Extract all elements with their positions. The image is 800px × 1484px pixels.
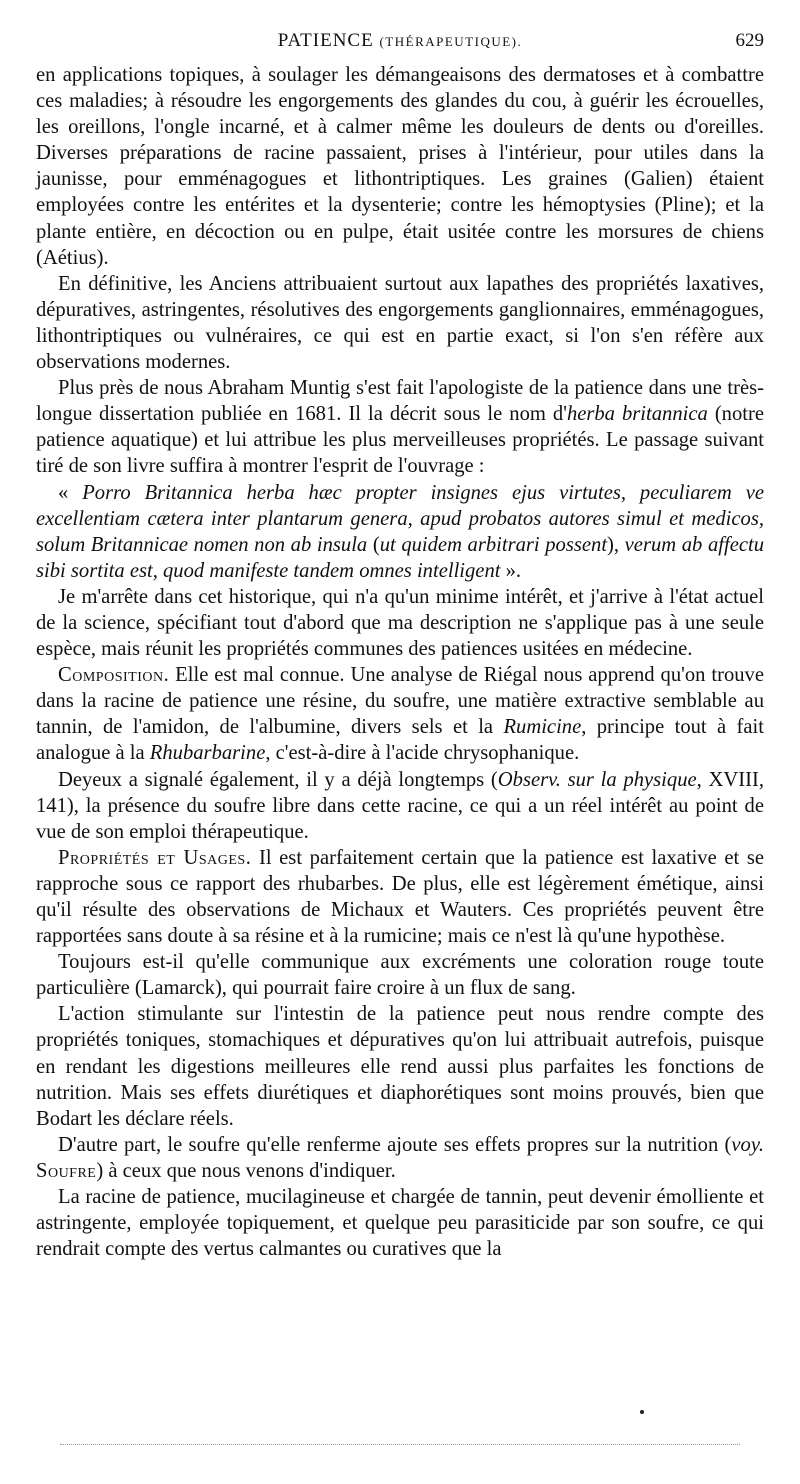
latin-quote-part: Porro Britannica herba hæc propter insignes ejus virtutes, peculiarem ve excellentiam cætera inter plantarum genera, apud probatos autores simul et medicos, solum Britannicae nomen non ab insula	[36, 481, 764, 556]
bottom-dotted-rule	[60, 1444, 740, 1445]
paragraph-proprietes	[36, 845, 764, 949]
quote-open: «	[58, 481, 83, 504]
italic-term: voy.	[731, 1133, 764, 1156]
text-run: ) à ceux que nous venons d'indiquer.	[96, 1159, 396, 1182]
text-run: Elle est mal connue. Une analyse de Riégal nous apprend qu'on trouve dans la racine de patience une résine, du soufre, une matière extractive semblable au tannin, de l'amidon, de l'albumine, divers sels et la	[36, 664, 764, 739]
section-heading-proprietes: Propriétés et Usages.	[58, 846, 252, 869]
italic-term: Rhubarbarine	[149, 742, 266, 765]
text-run: , XVIII, 141), la présence du soufre libre dans cette racine, ce qui a un réel intérêt au point de vue de son emploi thérapeutique.	[36, 768, 765, 843]
text-run: D'autre part, le soufre qu'elle renferme ajoute ses effets propres sur la nutrition (	[58, 1133, 732, 1156]
running-title-main: PATIENCE	[277, 30, 374, 51]
text-run: (notre patience aquatique) et lui attribue les plus merveilleuses propriétés. Le passage suivant tiré de son livre suffira à montrer l'esprit de l'ouvrage :	[36, 403, 764, 478]
paragraph-coloration: Toujours est-il qu'elle communique aux excréments une coloration rouge toute particulière (Lamarck), qui pourrait faire croire à un flux de sang.	[36, 951, 764, 1000]
paragraph-composition	[36, 662, 764, 766]
paragraph-deyeux	[36, 767, 764, 845]
text-run: Il est parfaitement certain que la patience est laxative et se rapproche sous ce rapport des rhubarbes. De plus, elle est légèrement émétique, ainsi qu'il résulte des observations de Michaux et Wauters. Ces propriétés peuvent être rapportées sans doute à sa résine et à la rumicine; mais ce n'est là qu'une hypothèse.	[36, 846, 764, 948]
text-run: (	[367, 533, 380, 556]
text-run: ),	[607, 533, 625, 556]
running-title	[36, 30, 764, 52]
latin-quote-part: ut quidem arbitrari possent	[379, 533, 608, 556]
italic-citation: Observ. sur la physique	[497, 768, 697, 791]
quote-close: ».	[500, 559, 522, 582]
italic-term: herba britannica	[566, 403, 708, 426]
cross-reference: Soufre	[36, 1159, 97, 1182]
latin-quote-part: verum ab affectu sibi sortita est, quod manifeste tandem omnes intelligent	[36, 533, 764, 582]
text-run: , principe tout à fait analogue à la	[36, 716, 765, 765]
running-head	[36, 30, 764, 56]
text-run: , c'est-à-dire à l'acide chrysophanique.	[265, 742, 580, 765]
text-run: Deyeux a signalé également, il y a déjà longtemps (	[58, 768, 498, 791]
paragraph-racine: La racine de patience, mucilagineuse et chargée de tannin, peut devenir émolliente et astringente, employée topiquement, et quelque peu parasiticide par son soufre, ce qui rendrait compte des vertus calmantes ou curatives que la	[36, 1186, 764, 1261]
paragraph-action: L'action stimulante sur l'intestin de la patience peut nous rendre compte des propriétés toniques, stomachiques et dépuratives qu'on lui attribuait autrefois, puisque en rendant les digestions meilleures elle rend aussi plus parfaites les fonctions de nutrition. Mais ses effets diurétiques et diaphorétiques sont moins prouvés, bien que Bodart les déclare réels.	[36, 1003, 764, 1130]
running-title-sub: (THÉRAPEUTIQUE).	[379, 34, 523, 49]
page-number: 629	[735, 30, 764, 51]
body-text	[36, 62, 764, 1262]
paragraph-historique: Je m'arrête dans cet historique, qui n'a qu'un minime intérêt, et j'arrive à l'état actuel de la science, spécifiant tout d'abord que ma description ne s'applique pas à une seule espèce, mais réunit les propriétés communes des patiences usitées en médecine.	[36, 585, 764, 661]
italic-term: Rumicine	[503, 716, 582, 739]
text-run: Plus près de nous Abraham Muntig s'est fait l'apologiste de la patience dans une très-longue dissertation publiée en 1681. Il la décrit sous le nom d'	[36, 377, 764, 426]
paragraph-muntig	[36, 375, 764, 479]
paragraph-anciens: En définitive, les Anciens attribuaient surtout aux lapathes des propriétés laxatives, dépuratives, astringentes, résolutives des engorgements ganglionnaires, emménagogues, lithontriptiques ou vulnéraires, ce qui est en partie exact, si l'on s'en réfère aux observations modernes.	[36, 272, 764, 374]
stray-dot	[640, 1410, 644, 1414]
paragraph-continued: en applications topiques, à soulager les démangeaisons des dermatoses et à combattre ces maladies; à résoudre les engorgements des glandes du cou, à guérir les écrouelles, les oreillons, l'ongle incarné, et à calmer même les douleurs de dents ou d'oreilles. Diverses préparations de racine passaient, prises à l'intérieur, pour utiles dans la jaunisse, pour emménagogues et lithontriptiques. Les graines (Galien) étaient employées contre les entérites et la dysenterie; contre les hémoptysies (Pline); et la plante entière, en décoction ou en pulpe, était usitée contre les morsures de chiens (Aétius).	[36, 64, 764, 269]
paragraph-latin-quote	[36, 480, 764, 584]
paragraph-soufre	[36, 1132, 764, 1184]
section-heading-composition: Composition.	[58, 664, 170, 687]
